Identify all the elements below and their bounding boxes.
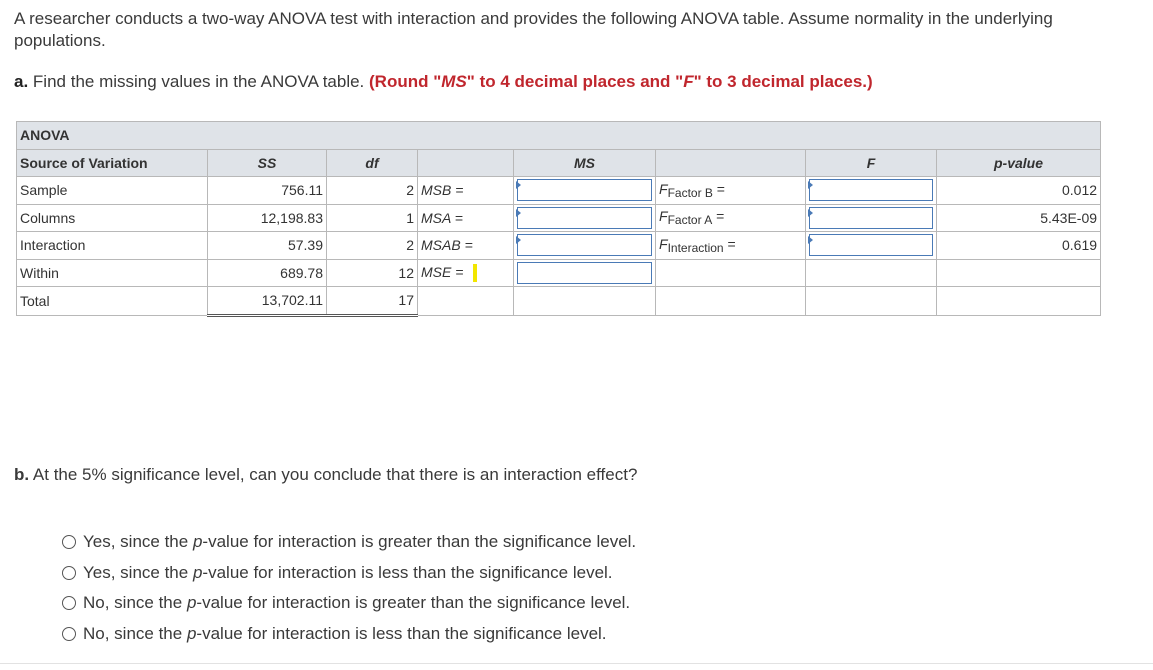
source-label: Within [17,259,208,287]
df-value: 2 [327,232,418,260]
table-row [17,177,1101,205]
header-pvalue: p-value [937,149,1101,177]
f-interaction-input[interactable] [806,232,937,260]
option-yes-less[interactable] [62,558,636,589]
answer-options [62,527,636,649]
part-b-text: At the 5% significance level, can you conclude that there is an interaction effect? [32,465,638,484]
pvalue-value: 5.43E-09 [937,204,1101,232]
msab-input[interactable] [514,232,656,260]
msa-input[interactable] [514,204,656,232]
source-label: Columns [17,204,208,232]
table-header-row [17,149,1101,177]
f-label: $F_{Interaction}$ = [656,232,806,260]
source-label: Interaction [17,232,208,260]
f-factor-a-input[interactable] [806,204,937,232]
option-no-greater[interactable] [62,588,636,619]
ss-value: 689.78 [208,259,327,287]
source-label: Total [17,287,208,316]
ms-label: MSA = [418,204,514,232]
df-value: 12 [327,259,418,287]
radio-button[interactable] [62,535,76,549]
highlight-marker [473,264,477,282]
header-ss: SS [208,149,327,177]
ss-value: 12,198.83 [208,204,327,232]
header-f: F [806,149,937,177]
ss-value: 756.11 [208,177,327,205]
part-a-text: Find the missing values in the ANOVA table. [32,72,365,91]
header-df: df [327,149,418,177]
table-title: ANOVA [17,122,1101,150]
table-row [17,287,1101,316]
divider [0,663,1153,664]
part-a-prompt [14,71,873,93]
msb-input[interactable] [514,177,656,205]
option-no-less[interactable] [62,619,636,650]
part-a-letter: a. [14,72,29,91]
ms-label: MSE = [418,259,514,287]
df-value: 17 [327,287,418,316]
rounding-instructions: (Round "MS" to 4 decimal places and "F" to 3 decimal places.) [369,72,873,91]
table-row [17,232,1101,260]
option-label: Yes, since the p-value for interaction is greater than the significance level. [83,532,637,552]
radio-button[interactable] [62,627,76,641]
pvalue-value: 0.012 [937,177,1101,205]
radio-button[interactable] [62,566,76,580]
f-label: $F_{Factor B}$ = [656,177,806,205]
mse-input[interactable] [514,259,656,287]
ss-value: 13,702.11 [208,287,327,316]
ms-label: MSAB = [418,232,514,260]
table-row [17,259,1101,287]
option-yes-greater[interactable] [62,527,636,558]
question-intro: A researcher conducts a two-way ANOVA test with interaction and provides the following ANOVA table. Assume normality in the underlying populations. [14,9,1053,50]
header-source: Source of Variation [17,149,208,177]
option-label: Yes, since the p-value for interaction is less than the significance level. [83,562,613,582]
anova-table [16,121,1101,317]
ms-label: MSB = [418,177,514,205]
option-label: No, since the p-value for interaction is less than the significance level. [83,623,607,643]
header-ms: MS [514,149,656,177]
f-factor-b-input[interactable] [806,177,937,205]
f-label: $F_{Factor A}$ = [656,204,806,232]
part-b-letter: b. [14,465,30,484]
ss-value: 57.39 [208,232,327,260]
table-row [17,204,1101,232]
source-label: Sample [17,177,208,205]
df-value: 2 [327,177,418,205]
part-b-prompt [14,465,637,485]
pvalue-value: 0.619 [937,232,1101,260]
radio-button[interactable] [62,596,76,610]
df-value: 1 [327,204,418,232]
option-label: No, since the p-value for interaction is greater than the significance level. [83,593,631,613]
